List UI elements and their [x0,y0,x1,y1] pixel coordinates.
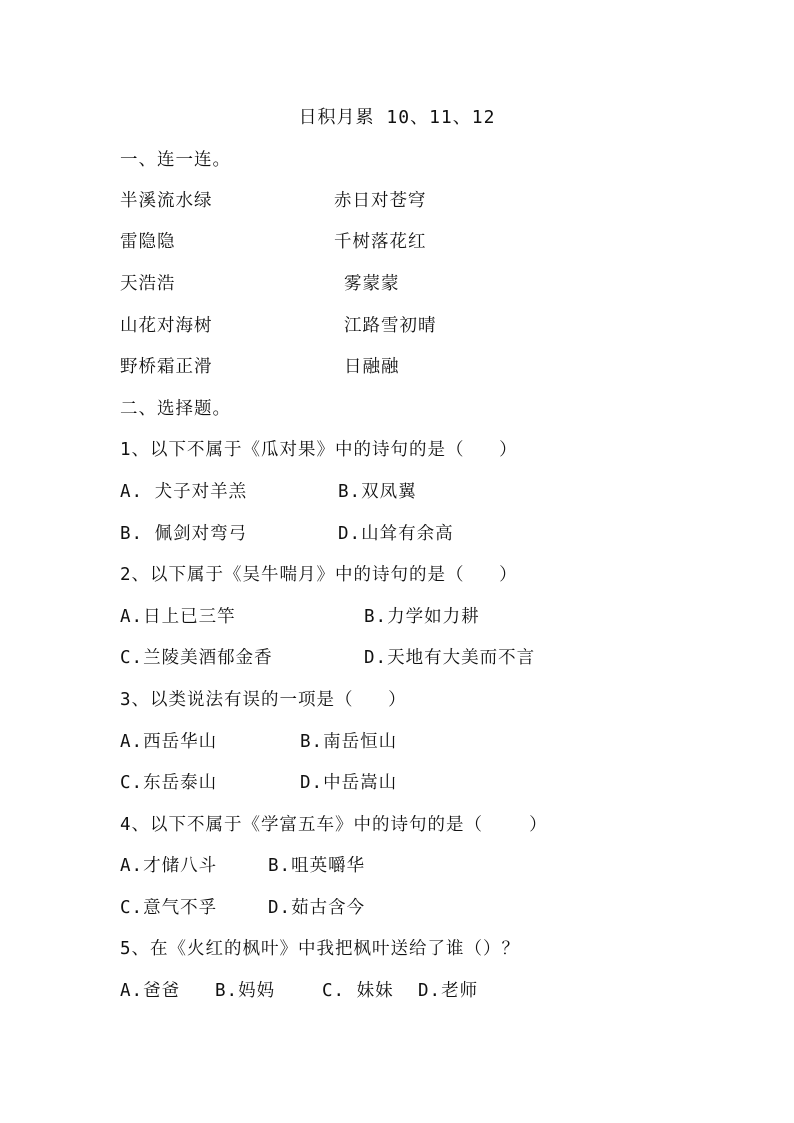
option: A.才储八斗 [120,856,218,876]
match-right: 赤日对苍穹 [334,191,427,211]
options-row [120,980,479,1002]
option: C.兰陵美酒郁金香 [120,648,273,668]
question-1: 1、以下不属于《瓜对果》中的诗句的是（ ） [120,440,518,460]
option: D.老师 [418,981,479,1001]
match-right: 千树落花红 [334,232,427,252]
match-row [120,273,400,295]
options-row [120,897,366,919]
question-5: 5、在《火红的枫叶》中我把枫叶送给了谁（）？ [120,939,521,959]
option: A.日上已三竿 [120,607,236,627]
match-row [120,356,400,378]
option: C. 妹妹 [322,981,394,1001]
option: C.意气不孚 [120,898,218,918]
match-left: 野桥霜正滑 [120,357,213,377]
option: B.妈妈 [215,981,276,1001]
option: B.南岳恒山 [300,732,398,752]
question-4: 4、以下不属于《学富五车》中的诗句的是（ ） [120,815,548,835]
match-left: 山花对海树 [120,316,213,336]
section2-heading: 二、选择题。 [120,399,231,419]
option: D.茹古含今 [268,898,366,918]
options-row [120,647,536,669]
option: A. 犬子对羊羔 [120,482,248,502]
option: B.咀英嚼华 [268,856,366,876]
options-row [120,606,480,628]
question-2: 2、以下属于《吴牛喘月》中的诗句的是（ ） [120,565,518,585]
match-row [120,190,427,212]
option: B.力学如力耕 [364,607,480,627]
match-row [120,231,427,253]
match-row [120,315,437,337]
options-row [120,731,398,753]
options-row [120,772,398,794]
options-row [120,855,366,877]
options-row [120,481,417,503]
option: A.西岳华山 [120,732,218,752]
match-right: 雾蒙蒙 [344,274,400,294]
match-left: 雷隐隐 [120,232,176,252]
page-title: 日积月累 10、11、12 [298,107,496,128]
option: D.中岳嵩山 [300,773,398,793]
question-3: 3、以类说法有误的一项是（ ） [120,690,407,710]
option: A.爸爸 [120,981,181,1001]
match-right: 日融融 [344,357,400,377]
option: D.山耸有余高 [338,524,454,544]
options-row [120,523,454,545]
option: C.东岳泰山 [120,773,218,793]
match-left: 半溪流水绿 [120,191,213,211]
match-left: 天浩浩 [120,274,176,294]
section1-heading: 一、连一连。 [120,150,231,170]
option: B. 佩剑对弯弓 [120,524,248,544]
match-right: 江路雪初晴 [344,316,437,336]
option: D.天地有大美而不言 [364,648,536,668]
option: B.双凤翼 [338,482,417,502]
